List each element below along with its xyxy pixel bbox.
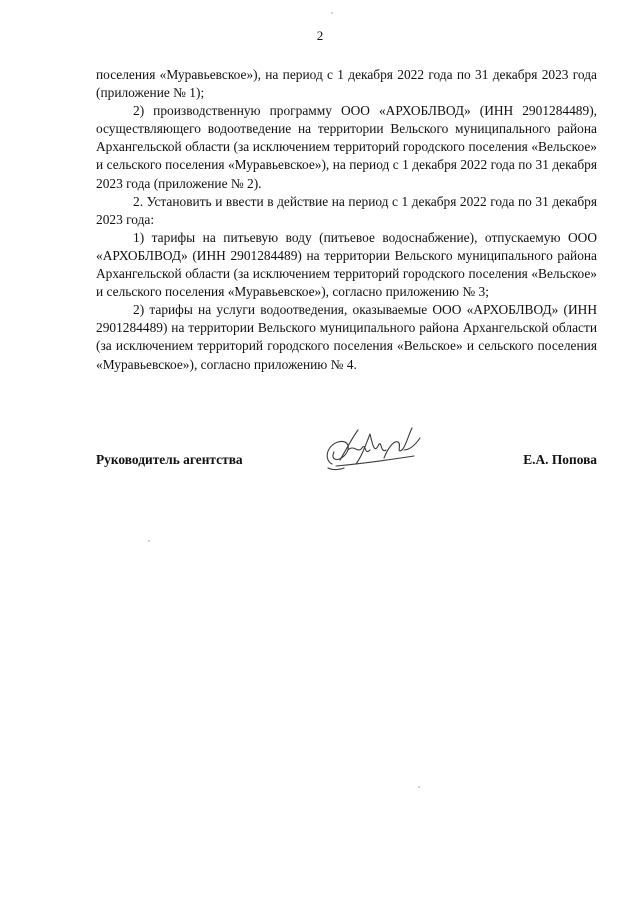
handwritten-signature [318, 420, 428, 480]
scan-speck [331, 12, 333, 14]
paragraph-continuation: поселения «Муравьевское»), на период с 1 декабря 2022 года по 31 декабря 2023 года (приложение № 1); [96, 67, 597, 101]
document-body [96, 66, 597, 374]
paragraph-water-tariffs: 1) тарифы на питьевую воду (питьевое водоснабжение), отпускаемую ООО «АРХОБЛВОД» (ИНН 2901284489) на территории Вельского муниципального района Архангельской области (за исключением территорий городского поселения «Вельское» и сельского поселения «Муравьевское»), согласно приложению № 3; [96, 229, 597, 300]
paragraph-wastewater-tariffs: 2) тарифы на услуги водоотведения, оказываемые ООО «АРХОБЛВОД» (ИНН 2901284489) на территории Вельского муниципального района Архангельской области (за исключением территорий городского поселения «Вельское» и сельского поселения «Муравьевское»), согласно приложению № 4. [96, 302, 597, 372]
page-number: 2 [316, 28, 324, 43]
paragraph-production-program: 2) производственную программу ООО «АРХОБЛВОД» (ИНН 2901284489), осуществляющего водоотведение на территории Вельского муниципального района Архангельской области (за исключением территорий городского поселения «Вельское» и сельского поселения «Муравьевское»), на период с 1 декабря 2022 года по 31 декабря 2023 года (приложение № 2). [96, 103, 597, 191]
scan-speck [148, 540, 150, 542]
paragraph-establish-tariffs: 2. Установить и ввести в действие на период с 1 декабря 2022 года по 31 декабря 2023 года: [96, 193, 597, 227]
signer-title: Руководитель агентства [96, 452, 243, 467]
signer-name: Е.А. Попова [523, 452, 597, 467]
scan-speck [418, 786, 420, 788]
signature-block [96, 446, 597, 476]
